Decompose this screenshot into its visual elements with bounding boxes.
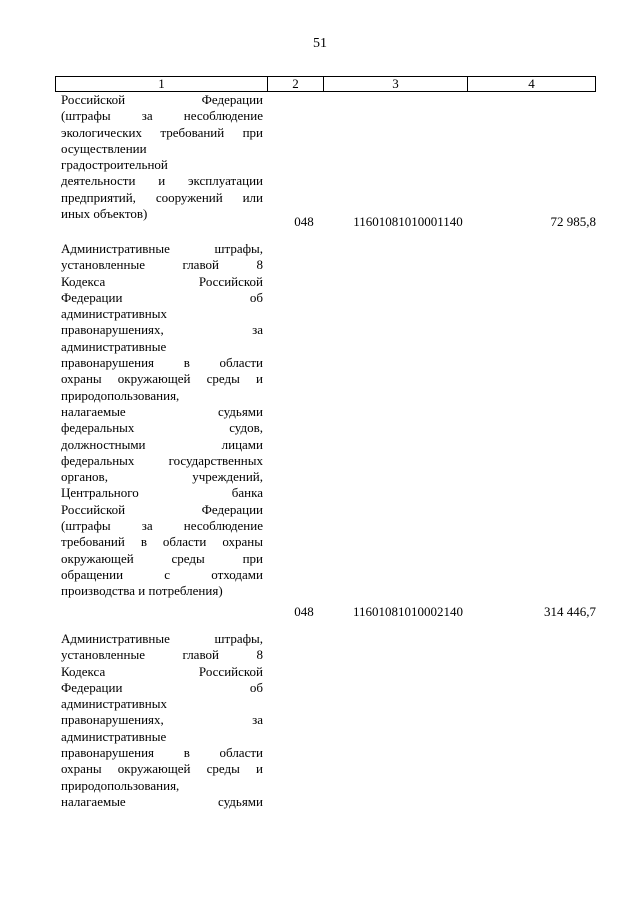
description-line: административных (61, 696, 167, 712)
budget-classification-code: 11601081010001140 (353, 214, 463, 229)
description-word: или (242, 189, 263, 205)
description-line (61, 257, 263, 273)
description-line: осуществлении (61, 140, 147, 156)
description-word: налагаемые (61, 403, 126, 419)
description-word: Федерации (61, 289, 123, 305)
description-line (61, 190, 263, 206)
description-word: отходами (211, 566, 263, 582)
description-word: правонарушениях, (61, 712, 164, 728)
amount: 72 985,8 (550, 214, 596, 229)
description-word: Административные (61, 241, 170, 256)
description-line (61, 404, 263, 420)
description-word: за (252, 322, 263, 338)
row-description (61, 631, 263, 810)
description-line: производства и потребления) (61, 583, 223, 599)
description-word: при (242, 124, 263, 140)
description-word: учреждений, (192, 469, 263, 485)
description-word: несоблюдение (183, 108, 263, 124)
description-word: за (141, 518, 153, 534)
description-word: Российской (198, 273, 263, 289)
description-line: административные (61, 728, 167, 744)
description-word: Центрального (61, 485, 139, 501)
description-word: судьями (218, 403, 263, 419)
description-word: Федерации (201, 501, 263, 517)
description-line (61, 355, 263, 371)
description-word: федеральных (61, 452, 135, 468)
description-line (61, 647, 263, 663)
row-description (61, 241, 263, 600)
description-line: административных (61, 306, 167, 322)
admin-code: 048 (294, 214, 314, 229)
description-word: судьями (218, 793, 263, 809)
description-word: правонарушения (61, 745, 155, 761)
table-header (55, 76, 596, 92)
description-line (61, 680, 263, 696)
description-word: в (140, 534, 147, 550)
description-word: штрафы, (214, 631, 263, 646)
description-word: государственных (168, 452, 263, 468)
description-line (61, 290, 263, 306)
description-line (61, 518, 263, 534)
description-word: среды (206, 371, 240, 387)
description-word: Административные (61, 631, 170, 646)
header-col-4: 4 (528, 76, 535, 91)
description-line (61, 173, 263, 189)
description-word: области (162, 534, 207, 550)
description-word: требований (61, 534, 125, 550)
description-word: Федерации (201, 92, 263, 107)
description-word: области (219, 745, 263, 761)
description-word: за (252, 712, 263, 728)
description-word: (штрафы (61, 108, 111, 124)
description-line (61, 453, 263, 469)
description-word: охраны (61, 761, 102, 777)
description-line (61, 437, 263, 453)
description-word: окружающей (117, 761, 191, 777)
description-word: экологических (61, 124, 143, 140)
description-line (61, 664, 263, 680)
description-word: охраны (222, 534, 263, 550)
description-line: административные (61, 338, 167, 354)
description-word: Кодекса (61, 273, 106, 289)
description-line (61, 125, 263, 141)
description-line (61, 534, 263, 550)
description-word: обращении (61, 566, 124, 582)
description-word: несоблюдение (183, 518, 263, 534)
description-word: об (249, 289, 263, 305)
page-number: 51 (313, 36, 327, 51)
description-word: охраны (61, 371, 102, 387)
description-word: области (219, 355, 263, 371)
description-word: в (183, 745, 190, 761)
description-word: налагаемые (61, 793, 126, 809)
description-word: федеральных (61, 420, 135, 436)
header-col-2: 2 (268, 77, 324, 91)
description-line (61, 761, 263, 777)
description-word: должностными (61, 436, 146, 452)
description-word: органов, (61, 469, 108, 485)
description-word: и (256, 371, 263, 387)
description-word: среды (206, 761, 240, 777)
description-word: главой (182, 257, 219, 273)
description-line (61, 322, 263, 338)
description-line (61, 108, 263, 124)
description-word: главой (182, 647, 219, 663)
description-word: Кодекса (61, 663, 106, 679)
description-line (61, 745, 263, 761)
description-line (61, 567, 263, 583)
description-line (61, 92, 263, 108)
description-word: Федерации (61, 679, 123, 695)
budget-classification-code: 11601081010002140 (352, 604, 464, 619)
description-word: установленные (61, 647, 145, 663)
description-line (61, 241, 263, 257)
description-line (61, 469, 263, 485)
description-line (61, 712, 263, 728)
admin-code: 048 (294, 604, 314, 619)
amount: 314 446,7 (544, 604, 596, 619)
description-line (61, 485, 263, 501)
description-word: Российской (198, 663, 263, 679)
description-word: судов, (229, 420, 263, 436)
description-line (61, 794, 263, 810)
description-line (61, 551, 263, 567)
description-word: эксплуатации (187, 173, 263, 189)
description-word: сооружений (155, 189, 223, 205)
description-word: деятельности (61, 173, 136, 189)
description-word: правонарушениях, (61, 322, 164, 338)
description-line (61, 631, 263, 647)
description-word: правонарушения (61, 355, 155, 371)
description-word: и (256, 761, 263, 777)
description-word: Российской (61, 92, 126, 107)
description-line (61, 420, 263, 436)
description-line: градостроительной (61, 157, 168, 173)
description-word: предприятий, (61, 189, 136, 205)
header-col-1: 1 (56, 77, 268, 91)
description-word: Российской (61, 501, 126, 517)
description-word: в (183, 355, 190, 371)
description-word: 8 (256, 257, 263, 273)
description-word: с (164, 566, 171, 582)
description-word: окружающей (117, 371, 191, 387)
description-word: штрафы, (214, 241, 263, 256)
description-line (61, 371, 263, 387)
description-word: при (242, 550, 263, 566)
description-word: (штрафы (61, 518, 111, 534)
description-word: за (141, 108, 153, 124)
description-line: иных объектов) (61, 206, 148, 222)
description-word: и (158, 173, 166, 189)
row-description (61, 92, 263, 222)
description-line (61, 502, 263, 518)
description-line: природопользования, (61, 777, 180, 793)
description-word: установленные (61, 257, 145, 273)
description-word: среды (171, 550, 205, 566)
description-line: природопользования, (61, 387, 180, 403)
description-line (61, 274, 263, 290)
description-word: лицами (221, 436, 263, 452)
description-word: об (249, 679, 263, 695)
header-col-3: 3 (324, 77, 468, 91)
description-word: требований (160, 124, 225, 140)
description-word: 8 (256, 647, 263, 663)
description-word: банка (231, 485, 263, 501)
description-word: окружающей (61, 550, 134, 566)
